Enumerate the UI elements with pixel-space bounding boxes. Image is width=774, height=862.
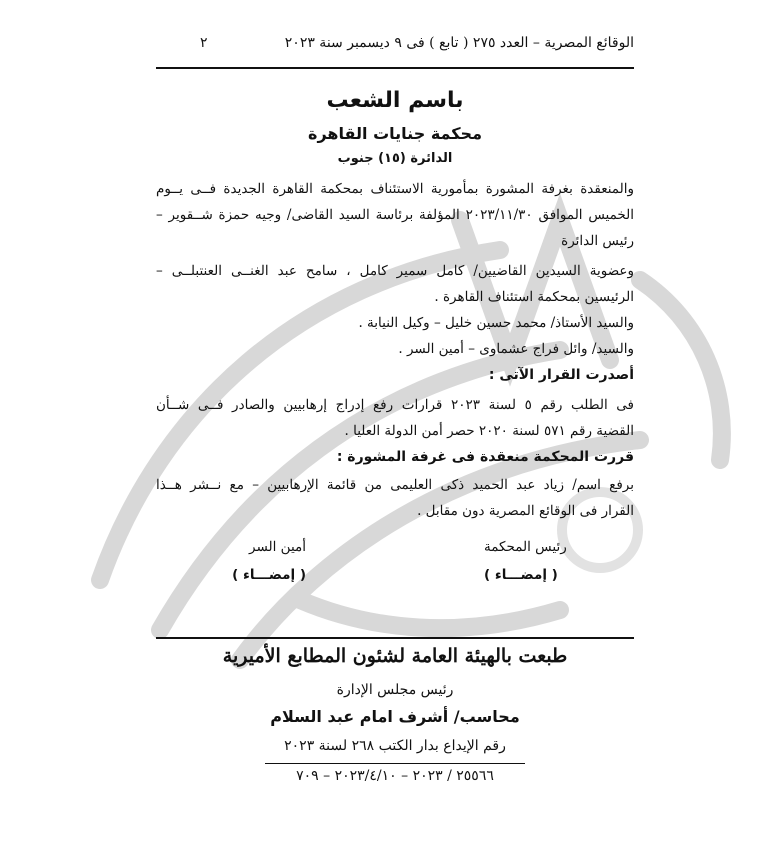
chair-name: محاسب/ أشرف امام عبد السلام xyxy=(270,707,520,726)
members-line-1: وعضوية السيدين القاضيين/ كامل سمير كامل ، سامح عبد الغنــى العنتبلــى – xyxy=(156,263,634,279)
issued-heading-block xyxy=(156,362,634,388)
request-line-1: فى الطلب رقم ٥ لسنة ٢٠٢٣ قرارات رفع إدراج إرهابيين والصادر فــى شــأن xyxy=(156,397,635,413)
court-name: محكمة جنايات القاهرة xyxy=(308,124,482,143)
circuit-name: الدائرة (١٥) جنوب xyxy=(337,151,453,166)
footer-rule-top xyxy=(156,637,634,639)
printer-credit: طبعت بالهيئة العامة لشئون المطابع الأميرية xyxy=(222,645,568,667)
prosecutor-line: والسيد الأستاذ/ محمد حسين خليل – وكيل النيابة . xyxy=(358,315,634,331)
deposit-number: رقم الإيداع بدار الكتب ٢٦٨ لسنة ٢٠٢٣ xyxy=(284,738,506,754)
ruling-line-1: برفع اسم/ زياد عبد الحميد ذكى العليمى من قائمة الإرهابيين – مع نــشر هــذا xyxy=(156,477,634,493)
president-signature: ( إمضـــاء ) xyxy=(484,567,558,583)
footer-rule-bottom xyxy=(265,763,525,764)
signature-marks xyxy=(156,567,634,583)
members-line-2: الرئيسين بمحكمة استئناف القاهرة . xyxy=(434,289,634,305)
secretary-signature: ( إمضـــاء ) xyxy=(232,567,306,583)
request-line-2: القضية رقم ٥٧١ لسنة ٢٠٢٠ حصر أمن الدولة العليا . xyxy=(344,423,634,439)
page-number: ٢ xyxy=(200,35,208,51)
running-title: الوقائع المصرية – العدد ٢٧٥ ( تابع ) فى ٩ ديسمبر سنة ٢٠٢٣ xyxy=(284,35,634,51)
issued-heading: أصدرت القرار الآتى : xyxy=(488,367,634,383)
ruling-paragraph xyxy=(156,472,634,524)
chair-label: رئيس مجلس الإدارة xyxy=(336,682,454,698)
secretary-label: أمين السر xyxy=(249,539,306,555)
header-rule xyxy=(156,67,634,69)
signature-labels xyxy=(156,539,634,555)
ruling-heading-block xyxy=(156,444,634,470)
session-line-1: والمنعقدة بغرفة المشورة بمأمورية الاستئناف بمحكمة القاهرة الجديدة فــى يــوم xyxy=(156,181,634,197)
session-line-3: رئيس الدائرة xyxy=(561,233,634,249)
session-paragraph xyxy=(156,176,634,254)
secretary-line: والسيد/ وائل فراج عشماوى – أمين السر . xyxy=(398,341,634,357)
president-label: رئيس المحكمة xyxy=(484,539,567,555)
running-header xyxy=(200,35,634,51)
decision-title: باسم الشعب xyxy=(326,88,464,113)
ruling-line-2: القرار فى الوقائع المصرية دون مقابل . xyxy=(417,503,634,519)
members-paragraph xyxy=(156,258,634,362)
request-paragraph xyxy=(156,392,634,444)
ruling-heading: قررت المحكمة منعقدة فى غرفة المشورة : xyxy=(336,449,634,465)
serial-number: ٢٥٥٦٦ / ٢٠٢٣ – ٢٠٢٣/٤/١٠ – ٧٠٩ xyxy=(296,768,494,784)
session-line-2: الخميس الموافق ٢٠٢٣/١١/٣٠ المؤلفة برئاسة السيد القاضى/ وجيه حمزة شــقوير – xyxy=(156,207,634,223)
